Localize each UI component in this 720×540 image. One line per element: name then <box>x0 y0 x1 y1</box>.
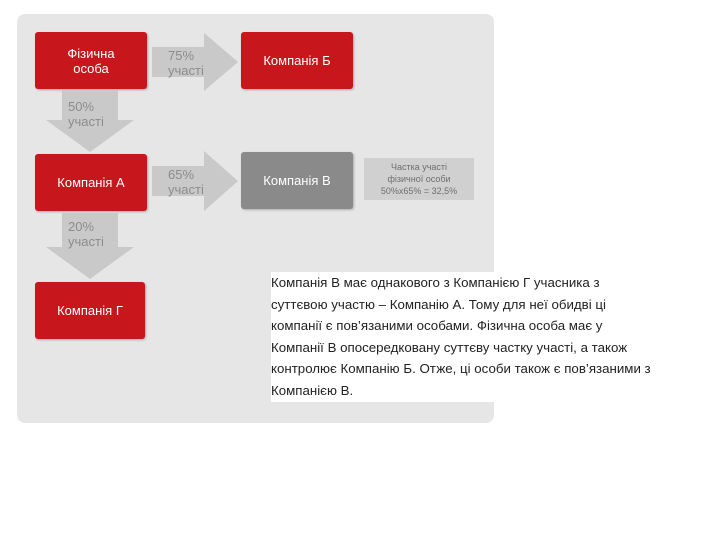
arrow-a-to-v <box>152 151 240 211</box>
company-g-label: Компанія Г <box>57 303 123 318</box>
company-a-box <box>35 154 147 211</box>
arrow-a-to-g <box>46 213 134 279</box>
arrow-label-person-to-a: 50% участі <box>68 99 104 129</box>
arrow-person-to-a <box>46 90 134 152</box>
ownership-share-note-text: Частка участі фізичної особи 50%х65% = 32,5% <box>380 162 458 196</box>
arrow-label-a-to-g: 20% участі <box>68 219 104 249</box>
company-a-label: Компанія А <box>57 175 125 190</box>
arrow-label-a-to-v: 65% участі <box>168 167 204 197</box>
arrow-person-to-b <box>152 33 240 91</box>
ownership-share-note <box>364 158 474 200</box>
company-v-label: Компанія В <box>263 173 331 188</box>
company-b-label: Компанія Б <box>263 53 331 68</box>
company-b-box <box>241 32 353 89</box>
person-label: Фізична особа <box>67 45 115 76</box>
arrow-label-person-to-b: 75% участі <box>168 48 204 78</box>
description-text: Компанія В має однакового з Компанією Г учасника з суттєвою участю – Компанію А. Тому для неї обидві ці компанії є пов’язаними особами. Фізична особа має у Компанії В опосередковану суттєву частку участі, а також контролює Компанію Б. Отже, ці особи також є пов’язаними з Компанією В. <box>271 272 651 402</box>
company-g-box <box>35 282 145 339</box>
company-v-box <box>241 152 353 209</box>
person-box <box>35 32 147 89</box>
